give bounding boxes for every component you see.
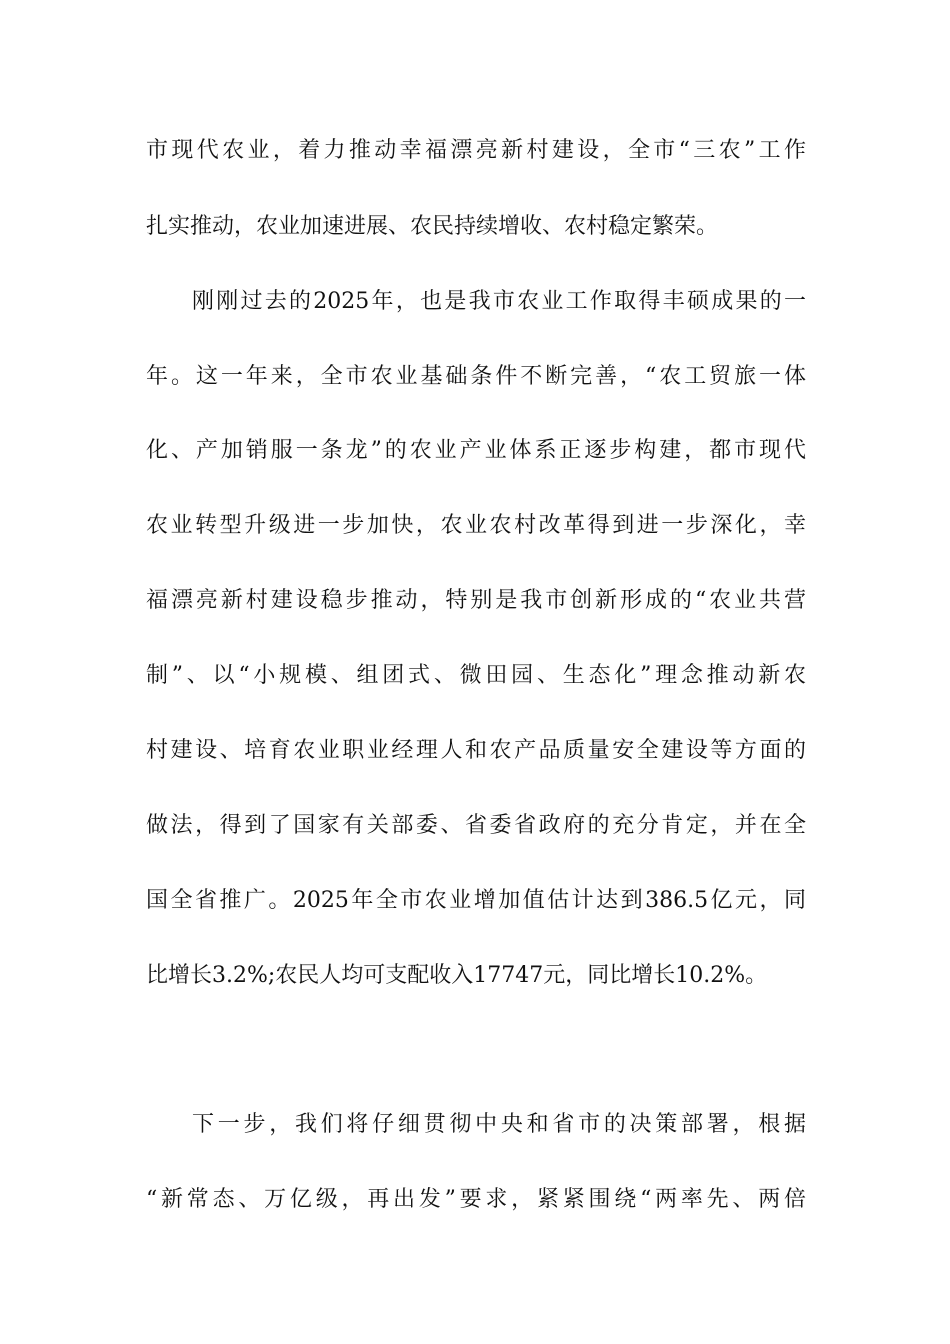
text-line: “新常态、万亿级，再出发”要求，紧紧围绕“两率先、两倍	[146, 1187, 806, 1212]
text-line: 村建设、培育农业职业经理人和农产品质量安全建设等方面的	[146, 738, 806, 763]
text-line: 扎实推动，农业加速进展、农民持续增收、农村稳定繁荣。	[146, 214, 719, 239]
text-line: 制”、以“小规模、组团式、微田园、生态化”理念推动新农	[146, 663, 806, 688]
text-line: 做法，得到了国家有关部委、省委省政府的充分肯定，并在全	[146, 813, 806, 838]
text-line: 农业转型升级进一步加快，农业农村改革得到进一步深化，幸	[146, 513, 806, 538]
text-line: 市现代农业，着力推动幸福漂亮新村建设，全市“三农”工作	[146, 138, 806, 163]
text-line: 刚刚过去的2025年，也是我市农业工作取得丰硕成果的一	[192, 289, 806, 314]
text-line: 年。这一年来，全市农业基础条件不断完善，“农工贸旅一体	[146, 364, 806, 389]
text-line: 下一步，我们将仔细贯彻中央和省市的决策部署，根据	[192, 1112, 806, 1137]
text-line: 福漂亮新村建设稳步推动，特别是我市创新形成的“农业共营	[146, 588, 806, 613]
text-line: 化、产加销服一条龙”的农业产业体系正逐步构建，都市现代	[146, 438, 806, 463]
text-line: 国全省推广。2025年全市农业增加值估计达到386.5亿元，同	[146, 888, 806, 913]
text-line: 比增长3.2%;农民人均可支配收入17747元，同比增长10.2%。	[146, 963, 768, 988]
